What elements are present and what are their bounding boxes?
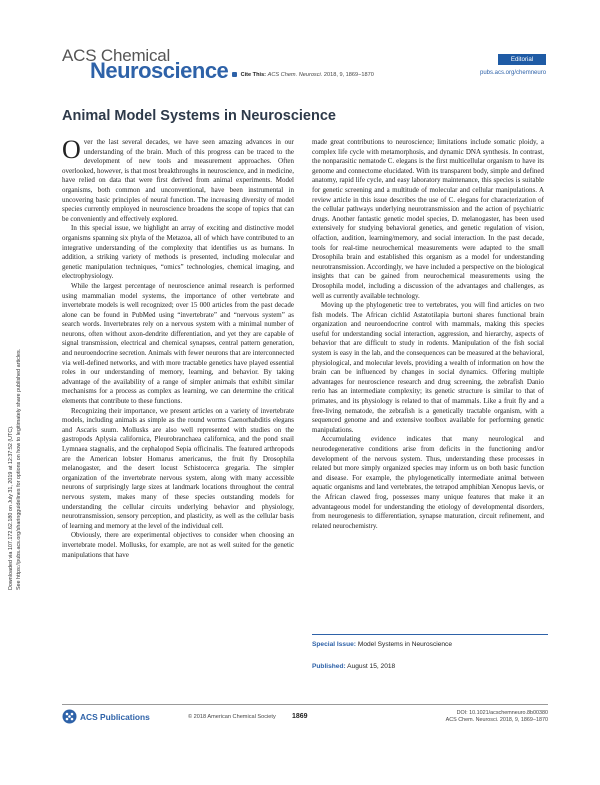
citation-footer: ACS Chem. Neurosci. 2018, 9, 1869−1870 xyxy=(445,717,548,723)
body-column-right xyxy=(312,138,544,531)
published-value: August 15, 2018 xyxy=(347,663,396,670)
paragraph xyxy=(62,135,294,224)
download-notice xyxy=(8,190,24,590)
cite-journal: ACS Chem. Neurosci. xyxy=(267,72,323,78)
page-number: 1869 xyxy=(292,713,308,720)
journal-logo[interactable] xyxy=(62,46,232,86)
copyright: © 2018 American Chemical Society xyxy=(188,714,276,720)
paragraph: While the largest percentage of neuroscience animal research is performed using mammalian model systems, the importance of other vertebrate and invertebrate models is well recognized; over 15 000 articles from the past decade alone can be found in PubMed using “invertebrate” and “nervous system” as search words. Invertebrates rely on a nervous system with a minimal number of neurons, often without axon-dendrite differentiation, and yet they are capable of signal transmission, electrical and chemical synapses, central pattern generation, and neuroendocrine secretion. Animals with fewer neurons that are interconnected via well-defined networks, and with more tractable genetics have played essential roles in our understanding of memory, learning, and behavior. By taking advantage of the availability of a range of simpler animals that exhibit similar mechanisms for a process as complex as learning, we can determine the critical elements that contribute to these functions. xyxy=(62,281,294,406)
special-issue xyxy=(312,641,452,648)
body-column-left xyxy=(62,135,294,560)
cite-details: 2018, 9, 1869−1870 xyxy=(323,72,374,78)
acs-publications-logo[interactable] xyxy=(62,709,172,725)
paragraph: Accumulating evidence indicates that many neurological and neurodegenerative conditions arise from deficits in the functioning and/or development of the nervous system. Thus, understanding these processes in related but more simply organized species may inform us on both basic function and disease. For example, the phylogenetically intermediate animal between aquatic organisms and land vertebrates, the tetrapod amphibian Xenopus laevis, or the African clawed frog, possesses many unique features that make it an advantageous model for understanding the etiology of developmental disorders, from neurogenesis to differentiation, synapse maturation, circuit refinement, and related neurochemistry. xyxy=(312,435,544,530)
paragraph: made great contributions to neuroscience; limitations include somatic ploidy, a complex life cycle with metamorphosis, and dynamic DNA synthesis. In contrast, the nonparasitic nematode C. elegans is the first multicellular organism to have its genome and connectome elucidated. With its transparent body, simple and defined anatomy, rapid life cycle, and easy laboratory maintenance, this species is suitable for genetic screening and a multitude of molecular and cellular manipulations. A review article in this issue describes the use of C. elegans for characterization of the cellular pathways underlying neurotransmission and the action of psychiatric drugs. Another fantastic genetic model species, D. melanogaster, has been used extensively for studying behavioral genetics, and genetic regulation of vision, olfaction, audition, learning/memory, and social interaction. In the past decade, tools for real-time neurochemical measurements were adapted to the small Drosophila brain and established this organism as a model for understanding neurotransmission. Accordingly, we have included a perspective on the biological insights that can be gained from neurochemical measurements using the Drosophila model, including a discussion of the advantages and challenges, as well as currently available technology. xyxy=(312,138,544,300)
journal-name-main: Neuroscience xyxy=(90,58,229,83)
published-label: Published: xyxy=(312,663,346,670)
cite-icon xyxy=(232,72,237,77)
divider xyxy=(312,634,548,635)
download-notice-line2[interactable]: See https://pubs.acs.org/sharingguidelines for options on how to legitimately share published articles. xyxy=(16,348,22,590)
cite-label: Cite This: xyxy=(240,72,267,78)
special-issue-label: Special Issue: xyxy=(312,641,356,648)
download-notice-line1: Downloaded via 107.172.62.180 on July 31, 2019 at 12:37:52 (UTC). xyxy=(8,425,14,590)
dropcap: O xyxy=(62,135,81,164)
doi-block xyxy=(440,710,548,724)
article-title: Animal Model Systems in Neuroscience xyxy=(62,108,336,124)
paragraph: In this special issue, we highlight an array of exciting and distinctive model organisms spanning six phyla of the Metazoa, all of which have contributed to an integrative understanding of the complexity that identifies us as humans. In addition, a striking variety of methods is presented, including molecular and genetic manipulation techniques, “omics” technologies, chemical imaging, and electrophysiology. xyxy=(62,224,294,281)
cite-line[interactable] xyxy=(232,72,374,78)
journal-url[interactable]: pubs.acs.org/chemneuro xyxy=(480,70,547,76)
acs-logo-icon xyxy=(62,709,77,724)
editorial-badge: Editorial xyxy=(498,54,546,65)
doi-link[interactable]: DOI: 10.1021/acschemneuro.8b00380 xyxy=(456,710,548,716)
paragraph: Recognizing their importance, we present articles on a variety of invertebrate models, including animals as simple as the round worms Caenorhabditis elegans and Ascaris suum. Mollusks are also well represented with studies on the gastropods Aplysia californica, Pleurobranchaea californica, and the pond snail Lymnaea stagnalis, and the cephalopod Sepia officinalis. The featured arthropods are the American lobster Homarus americanus, the fruit fly Drosophila melanogaster, and the desert locust Schistocerca gregaria. The simpler organization of the invertebrate nervous system, along with many accessible neurons of surprisingly large sizes at landmark locations throughout the central nervous system, makes many of these species outstanding models for understanding the cellular circuits underlying behavior and physiology, neurotransmission, sensory perception, and plasticity, as well as the cellular basis of learning and memory at the level of the individual cell. xyxy=(62,406,294,530)
published-date xyxy=(312,663,395,670)
footer-divider xyxy=(62,704,548,705)
paragraph: Obviously, there are experimental objectives to consider when choosing an invertebrate model. Mollusks, for example, are not as well suited for the genetic manipulations that have xyxy=(62,531,294,559)
journal-name-top: ACS Chemical xyxy=(62,46,171,65)
special-issue-value[interactable]: Model Systems in Neuroscience xyxy=(357,641,453,648)
publisher-name: ACS Publications xyxy=(80,712,150,722)
paragraph: Moving up the phylogenetic tree to vertebrates, you will find articles on two fish models. The African cichlid Astatotilapia burtoni shares functional brain organization and neuroendocrine control with mammals, making this species useful for understanding social interaction, aggression, and hierarchy, aspects of behavior that are difficult to study in rodents. Manipulation of the fish social system is easy in the lab, and the consequences can be measured at the behavioral, physiological, and molecular levels, providing a wealth of information on how the brain can be influenced by changes in social dynamics. Offering multiple advantages for neuroscience research and drug screening, the zebrafish Danio rerio has an intermediate complexity; its genetic structure is similar to that of primates, and its physiology is related to that of mammals. Like a fruit fly and a free-living nematode, the zebrafish is a genetically tractable organism, with a sequenced genome and and extensive toolbox available for performing genetic manipulations. xyxy=(312,301,544,434)
paragraph-text: ver the last several decades, we have seen amazing advances in our understanding of the brain. Much of this progress can be traced to the development of new tools and measurement approaches. Often overlooked, however, is that most breakthroughs in neuroscience, and in medicine, have relied on data that were first derived from animal experiments. Model organisms, both common and unconventional, have been instrumental in uncovering basic principles of neural function. The increasing diversity of model species currently employed in neuroscience broadens the scope of topics that can be conveniently and effectively explored. xyxy=(62,138,294,223)
